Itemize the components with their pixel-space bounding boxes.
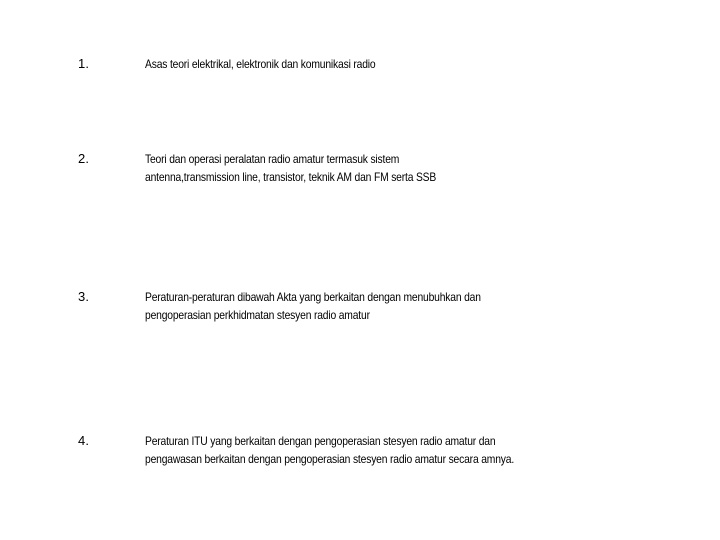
item-text-line: Teori dan operasi peralatan radio amatur termasuk sistem [145, 152, 400, 166]
item-number: 3. [78, 289, 90, 304]
item-number: 1. [78, 56, 90, 71]
item-text-line: pengoperasian perkhidmatan stesyen radio amatur [145, 308, 370, 322]
item-text [145, 150, 609, 186]
item-text-line: antenna,transmission line, transistor, teknik AM dan FM serta SSB [145, 170, 437, 184]
item-text-line: pengawasan berkaitan dengan pengoperasian stesyen radio amatur secara amnya. [145, 452, 515, 466]
item-text-line: Peraturan ITU yang berkaitan dengan pengoperasian stesyen radio amatur dan [145, 434, 496, 448]
item-text [145, 432, 609, 468]
item-number: 4. [78, 433, 90, 448]
item-text [145, 55, 609, 73]
item-text [145, 288, 609, 324]
item-text-line: Asas teori elektrikal, elektronik dan komunikasi radio [145, 57, 376, 71]
item-number: 2. [78, 151, 90, 166]
item-text-line: Peraturan-peraturan dibawah Akta yang berkaitan dengan menubuhkan dan [145, 290, 481, 304]
